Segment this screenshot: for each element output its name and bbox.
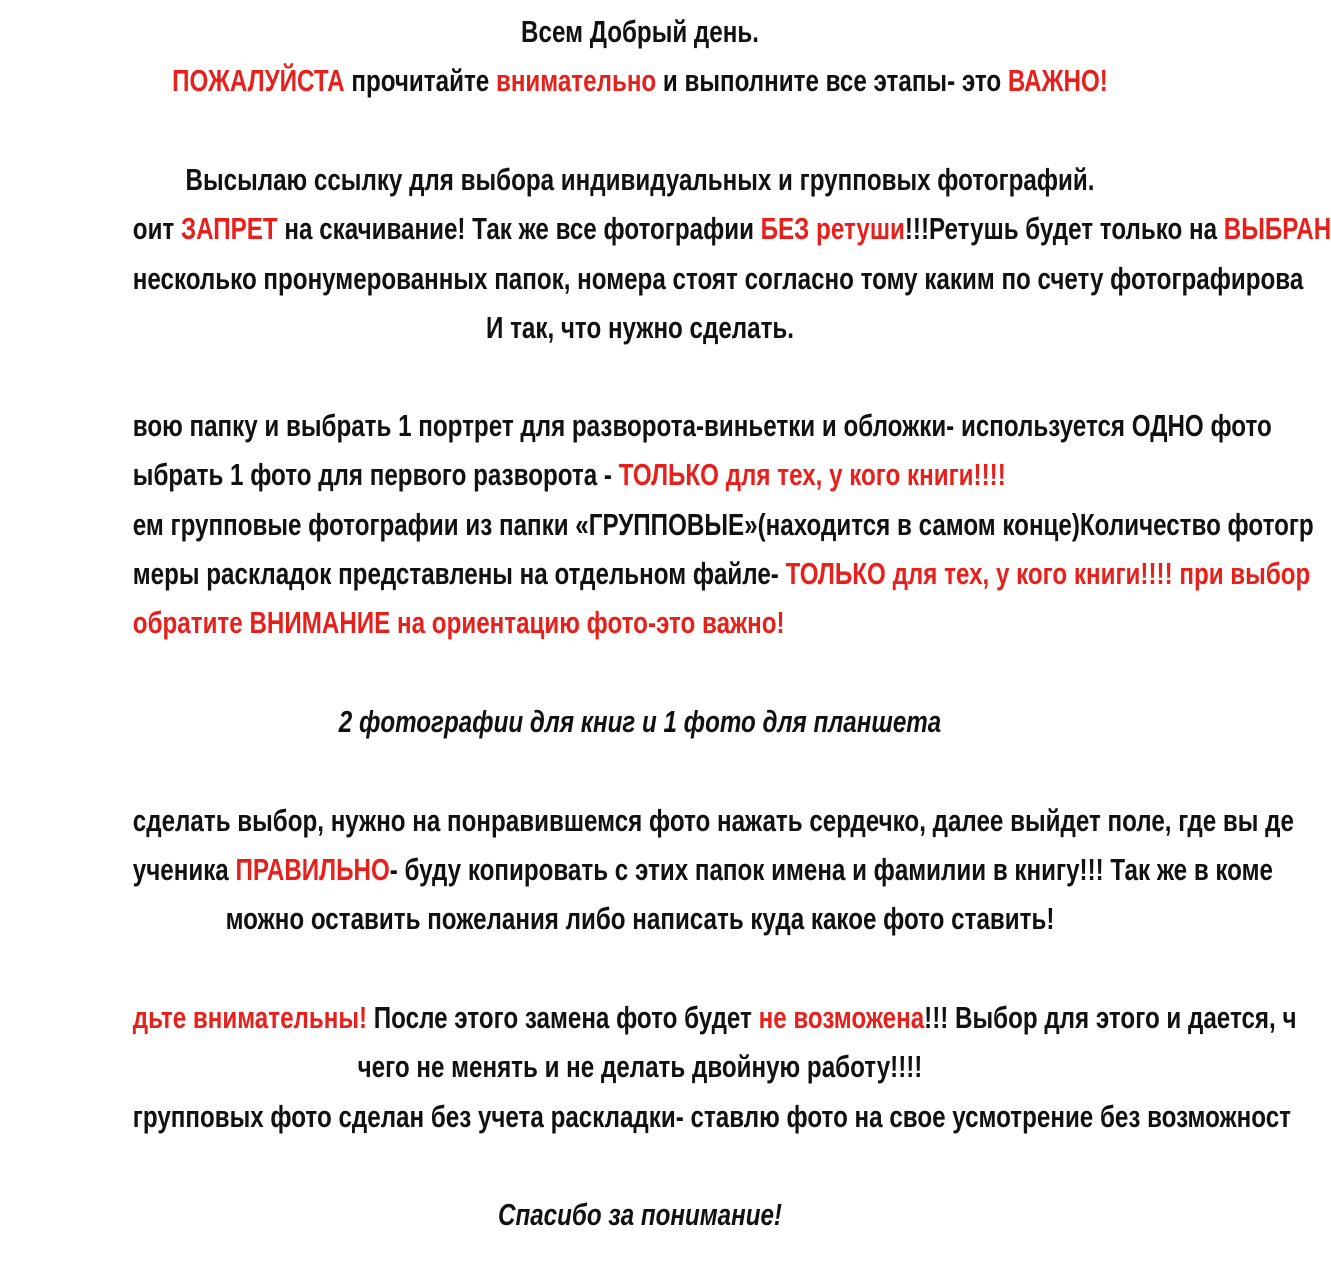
text-run: ПРАВИЛЬНО bbox=[235, 852, 390, 887]
greeting-line bbox=[141, 10, 1139, 54]
thank-you-line bbox=[141, 1193, 1139, 1237]
text-run: на скачивание! Так же все фотографии bbox=[277, 211, 761, 246]
text-run: БЕЗ ретуши bbox=[760, 211, 905, 246]
text-run: ТОЛЬКО для тех, у кого книги!!!! при выбор bbox=[785, 556, 1311, 591]
text-run: чего не менять и не делать двойную работу!!!! bbox=[357, 1049, 923, 1084]
text-run: сделать выбор, нужно на понравившемся фото нажать сердечко, далее выйдет поле, где вы де bbox=[132, 803, 1294, 838]
text-run: Высылаю ссылку для выбора индивидуальных и групповых фотографий. bbox=[185, 162, 1095, 197]
text-run: - буду копировать с этих папок имена и фамилии в книгу!!! Так же в коме bbox=[389, 852, 1273, 887]
text-run: ВАЖНО! bbox=[1007, 63, 1108, 98]
photo-count-line bbox=[141, 700, 1139, 744]
orientation-warning-line bbox=[133, 601, 1131, 645]
text-run: не возможена bbox=[758, 1000, 925, 1035]
folders-line bbox=[132, 257, 1304, 301]
text-run: внимательно bbox=[495, 63, 657, 98]
text-run: ПОЖАЛУЙСТА bbox=[172, 63, 345, 98]
no-double-work-line bbox=[141, 1045, 1139, 1089]
wishes-line bbox=[141, 897, 1139, 941]
text-run: 2 фотографии для книг и 1 фото для планшета bbox=[338, 704, 942, 739]
text-run: ыбрать 1 фото для первого разворота - bbox=[132, 457, 619, 492]
student-name-line bbox=[132, 848, 1273, 892]
text-run: ЗАПРЕТ bbox=[181, 211, 278, 246]
be-careful-line bbox=[132, 996, 1297, 1040]
text-run: меры раскладок представлены на отдельном файле- bbox=[132, 556, 786, 591]
step-first-spread-line bbox=[133, 453, 1131, 497]
text-run: !!!Ретушь будет только на bbox=[904, 211, 1224, 246]
text-run: групповых фото сделан без учета раскладки- ставлю фото на свое усмотрение без возможност bbox=[132, 1099, 1292, 1134]
please-read-line bbox=[141, 59, 1139, 103]
text-run: дьте внимательны! bbox=[132, 1000, 368, 1035]
link-intro-line bbox=[141, 158, 1139, 202]
how-to-choose-line bbox=[132, 799, 1294, 843]
text-run: ученика bbox=[132, 852, 236, 887]
what-to-do-line bbox=[141, 306, 1139, 350]
text-run: ем групповые фотографии из папки «ГРУППОВЫЕ»(находится в самом конце)Количество фотогр bbox=[132, 507, 1314, 542]
text-run: можно оставить пожелания либо написать куда какое фото ставить! bbox=[225, 901, 1055, 936]
text-run: и выполните все этапы- это bbox=[656, 63, 1008, 98]
text-run: прочитайте bbox=[344, 63, 496, 98]
step-portrait-line bbox=[132, 404, 1272, 448]
text-run: оит bbox=[132, 211, 182, 246]
download-ban-line bbox=[132, 207, 1331, 251]
text-run: обратите ВНИМАНИЕ на ориентацию фото-это важно! bbox=[132, 605, 785, 640]
text-run: !!! Выбор для этого и дается, ч bbox=[924, 1000, 1297, 1035]
text-run: Спасибо за понимание! bbox=[498, 1197, 782, 1232]
step-group-photos-line bbox=[132, 503, 1314, 547]
text-run: несколько пронумерованных папок, номера стоят согласно тому каким по счету фотографирова bbox=[132, 261, 1304, 296]
text-run: вою папку и выбрать 1 портрет для разворота-виньетки и обложки- используется ОДНО фото bbox=[132, 408, 1272, 443]
text-run: Всем Добрый день. bbox=[521, 14, 759, 49]
text-run: ВЫБРАН bbox=[1223, 211, 1331, 246]
layout-examples-line bbox=[132, 552, 1311, 596]
text-run: И так, что нужно сделать. bbox=[485, 310, 795, 345]
text-run: ТОЛЬКО для тех, у кого книги!!!! bbox=[618, 457, 1006, 492]
text-run: После этого замена фото будет bbox=[367, 1000, 759, 1035]
group-layout-note-line bbox=[132, 1095, 1292, 1139]
